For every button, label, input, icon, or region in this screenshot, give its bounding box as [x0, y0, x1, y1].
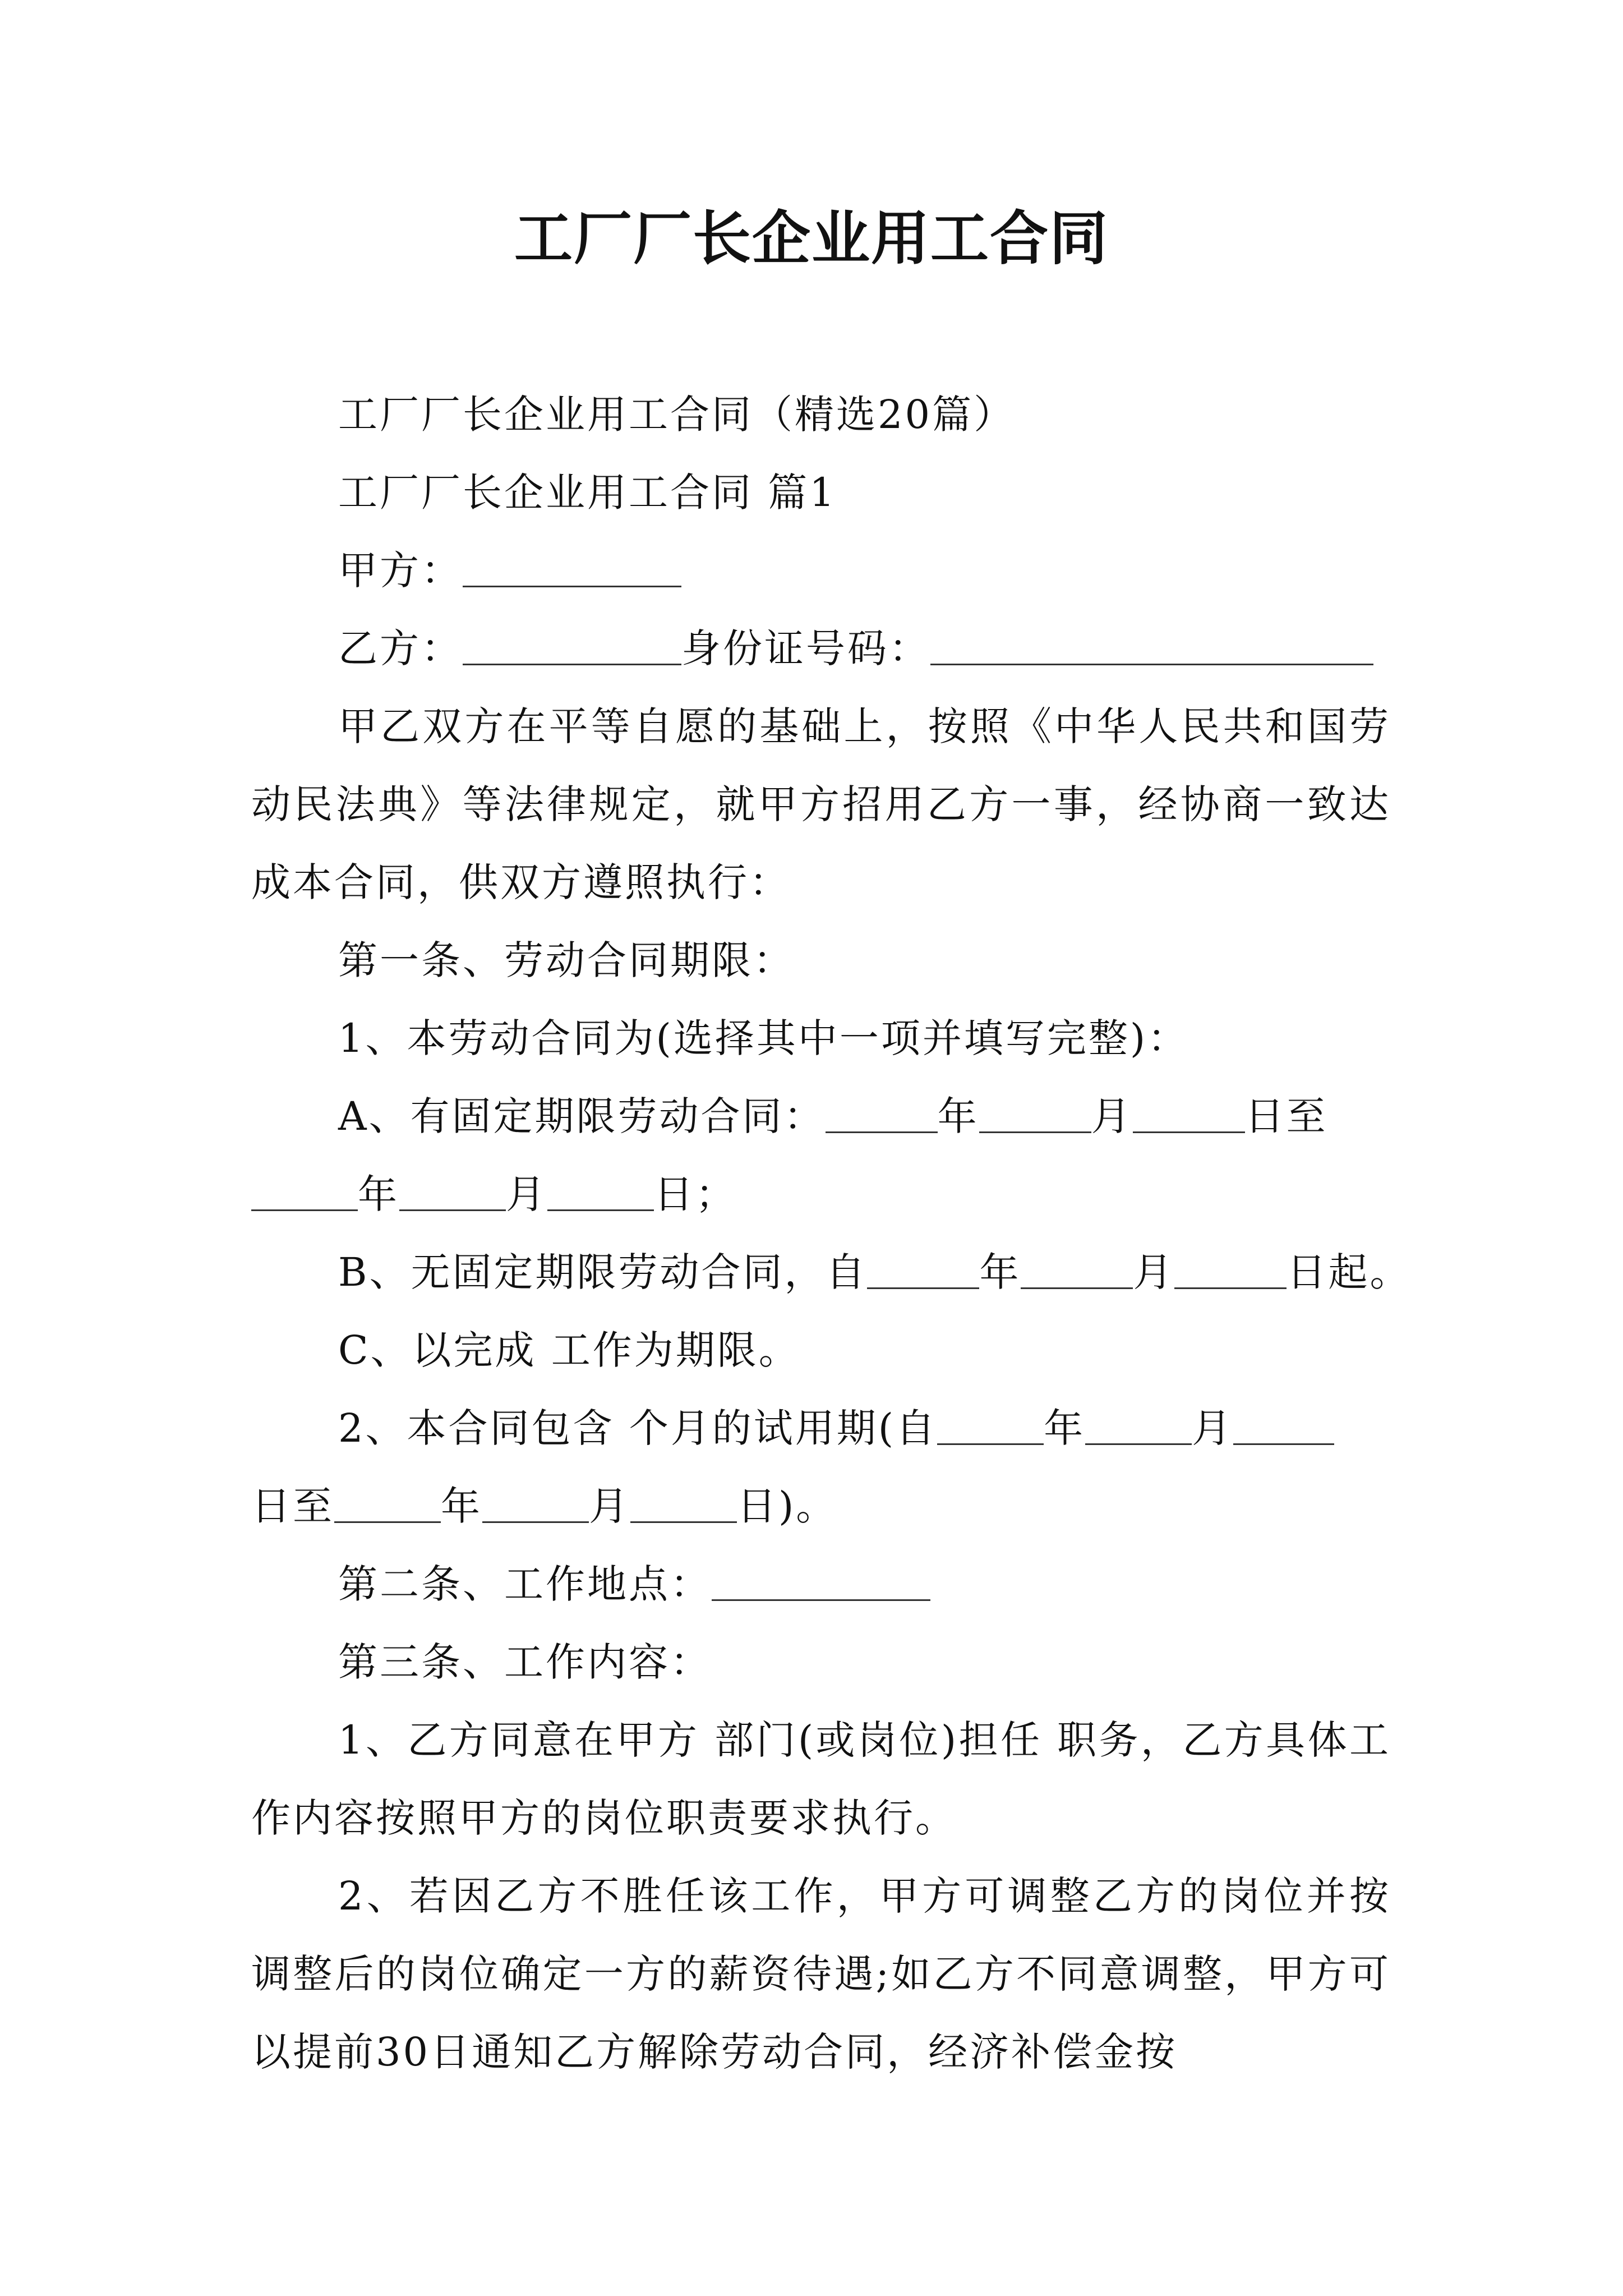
- article-1-item-2-line-1: [251, 1389, 1391, 1467]
- document-title: 工厂厂长企业用工合同: [514, 204, 1109, 273]
- month-label: 月: [1133, 1249, 1175, 1295]
- article-3-item-1: 1、乙方同意在甲方 部门(或岗位)担任 职务，乙方具体工作内容按照甲方的岗位职责要求执行。: [251, 1717, 1391, 1841]
- blank: [1233, 1404, 1334, 1445]
- blank: [1021, 1248, 1133, 1289]
- blank: [547, 1170, 654, 1211]
- document-body: [251, 376, 1412, 2091]
- year-label: 年: [358, 1171, 399, 1217]
- month-label: 月: [589, 1483, 630, 1529]
- option-c-line: C、以完成 工作为期限。: [338, 1327, 800, 1373]
- day-end-label: 日起。: [1287, 1249, 1412, 1295]
- party-b-line: [251, 610, 1391, 688]
- year-label: 年: [979, 1249, 1021, 1295]
- blank: [399, 1170, 506, 1211]
- section-heading: 工厂厂长企业用工合同 篇1: [338, 470, 837, 516]
- blank: [867, 1248, 979, 1289]
- article-2-label: 第二条、工作地点：: [338, 1561, 712, 1607]
- probation-lead: 2、本合同包含 个月的试用期(自: [338, 1405, 938, 1451]
- year-label: 年: [937, 1093, 979, 1139]
- option-a-lead: A、有固定期限劳动合同：: [338, 1093, 826, 1139]
- subtitle: 工厂厂长企业用工合同（精选20篇）: [338, 392, 1016, 438]
- article-1-item-2-line-2: [251, 1467, 1391, 1545]
- article-1-heading: 第一条、劳动合同期限：: [338, 937, 795, 983]
- party-a-label: 甲方：: [338, 547, 463, 593]
- id-blank: [930, 624, 1373, 665]
- blank: [979, 1092, 1091, 1133]
- work-location-blank: [712, 1560, 930, 1601]
- blank: [1174, 1248, 1287, 1289]
- blank: [826, 1092, 938, 1133]
- article-3-heading: 第三条、工作内容：: [338, 1639, 712, 1685]
- blank: [1133, 1092, 1245, 1133]
- blank: [630, 1482, 737, 1523]
- option-b-lead: B、无固定期限劳动合同，自: [338, 1249, 868, 1295]
- party-b-label: 乙方：: [338, 625, 463, 671]
- day-to-label: 日至: [251, 1483, 334, 1529]
- year-label: 年: [441, 1483, 482, 1529]
- blank: [1085, 1404, 1192, 1445]
- party-a-blank: [463, 546, 681, 587]
- blank: [251, 1170, 358, 1211]
- article-1-item-1: 1、本劳动合同为(选择其中一项并填写完整)：: [338, 1015, 1189, 1061]
- option-a-line-2: [251, 1156, 1391, 1234]
- month-label: 月: [1091, 1093, 1133, 1139]
- blank: [937, 1404, 1044, 1445]
- option-a-line-1: [251, 1078, 1391, 1156]
- month-label: 月: [1192, 1405, 1234, 1451]
- day-to-label: 日至: [1244, 1093, 1328, 1139]
- day-end-label: 日)。: [737, 1483, 838, 1529]
- party-b-blank: [463, 624, 681, 665]
- month-label: 月: [506, 1171, 547, 1217]
- id-label: 身份证号码：: [681, 625, 930, 671]
- intro-paragraph: 甲乙双方在平等自愿的基础上，按照《中华人民共和国劳动民法典》等法律规定，就甲方招用乙方一事，经协商一致达成本合同，供双方遵照执行：: [251, 703, 1391, 905]
- party-a-line: [251, 532, 1391, 610]
- day-end-label: 日；: [654, 1171, 737, 1217]
- option-b-line: [251, 1234, 1412, 1312]
- year-label: 年: [1044, 1405, 1086, 1451]
- blank: [482, 1482, 589, 1523]
- article-2-line: [251, 1545, 1391, 1623]
- blank: [334, 1482, 441, 1523]
- article-3-item-2: 2、若因乙方不胜任该工作，甲方可调整乙方的岗位并按调整后的岗位确定一方的薪资待遇;如乙方不同意调整，甲方可以提前30日通知乙方解除劳动合同，经济补偿金按: [251, 1873, 1391, 2075]
